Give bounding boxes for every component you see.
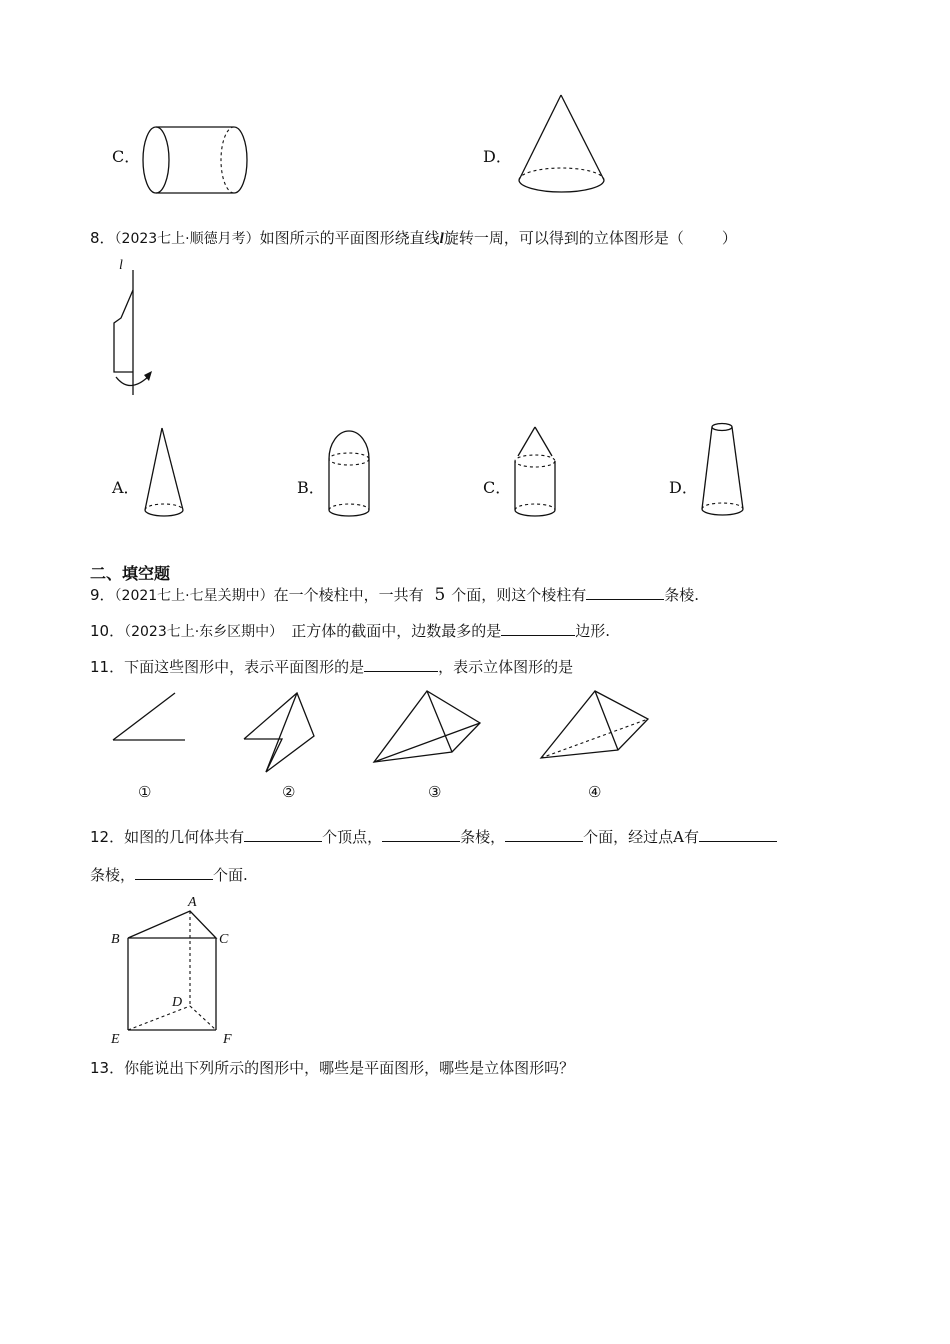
section-heading: 二、填空题 bbox=[90, 564, 171, 583]
q9-source: （2021七上·七星关期中） bbox=[114, 588, 274, 604]
point-c-label: C bbox=[219, 932, 229, 947]
q9-num: 5 bbox=[434, 585, 446, 605]
q8-stem-end: ） bbox=[721, 229, 737, 247]
option-d-label: D． bbox=[483, 147, 512, 166]
option-c-label: C． bbox=[112, 147, 141, 166]
question-10 bbox=[90, 621, 610, 642]
question-12 bbox=[90, 827, 777, 847]
point-a-label: A bbox=[188, 895, 197, 910]
q11-label-1: ① bbox=[138, 783, 152, 801]
q12-text-d: 个面，经过点A有 bbox=[583, 828, 699, 846]
q11-number: 11． bbox=[90, 658, 125, 676]
q12-blank-edges-at-a[interactable] bbox=[699, 827, 777, 842]
q12-line2-a: 条棱， bbox=[90, 866, 136, 884]
q8-var-l: l bbox=[439, 231, 444, 247]
q8-option-a-label: A． bbox=[112, 478, 140, 497]
q9-answer-blank[interactable] bbox=[586, 585, 664, 600]
point-d-label: D bbox=[172, 995, 183, 1010]
q9-number: 9． bbox=[90, 586, 115, 604]
q11-answer-blank[interactable] bbox=[364, 657, 438, 672]
q12-line2-b: 个面. bbox=[213, 866, 248, 884]
q10-source: （2023七上·东乡区期中） bbox=[124, 624, 284, 640]
q8-option-c-label: C． bbox=[483, 478, 512, 497]
q9-text-a: 在一个棱柱中，一共有 bbox=[273, 586, 424, 604]
q8-stem-a: 如图所示的平面图形绕直线 bbox=[259, 229, 440, 247]
q8-option-a-figure bbox=[140, 425, 190, 525]
question-13 bbox=[90, 1058, 574, 1078]
q9-text-b: 个面，则这个棱柱有 bbox=[451, 586, 587, 604]
question-12-line-2 bbox=[90, 865, 248, 885]
point-f-label: F bbox=[223, 1032, 232, 1047]
q12-blank-faces-at-a[interactable] bbox=[135, 865, 213, 880]
q10-number: 10． bbox=[90, 622, 125, 640]
q11-figure-1 bbox=[110, 690, 190, 745]
cylinder-figure bbox=[138, 122, 253, 198]
q11-figure-4 bbox=[537, 688, 652, 768]
q8-option-b-figure bbox=[325, 425, 375, 525]
q12-text-b: 个顶点， bbox=[322, 828, 383, 846]
q8-option-d-label: D． bbox=[669, 478, 698, 497]
q8-option-c-figure bbox=[510, 423, 562, 523]
q11-figure-2 bbox=[240, 688, 320, 778]
q8-source: （2023七上·顺德月考） bbox=[114, 231, 260, 247]
q10-text-a: 正方体的截面中，边数最多的是 bbox=[291, 622, 502, 640]
q8-option-b-label: B． bbox=[297, 478, 325, 497]
point-e-label: E bbox=[111, 1032, 120, 1047]
cone-figure bbox=[512, 90, 612, 200]
q12-text-c: 条棱， bbox=[460, 828, 506, 846]
q11-figure-3 bbox=[370, 688, 485, 768]
q13-number: 13． bbox=[90, 1059, 125, 1077]
q11-text-a: 下面这些图形中，表示平面图形的是 bbox=[124, 658, 365, 676]
q8-option-d-figure bbox=[696, 420, 750, 522]
q11-label-4: ④ bbox=[588, 783, 602, 801]
q10-answer-blank[interactable] bbox=[501, 621, 575, 636]
prism-figure bbox=[105, 890, 245, 1050]
q12-text-a: 如图的几何体共有 bbox=[124, 828, 245, 846]
axis-label-l: l bbox=[119, 258, 123, 273]
q13-text: 你能说出下列所示的图形中，哪些是平面图形，哪些是立体图形吗？ bbox=[124, 1059, 575, 1077]
q12-number: 12． bbox=[90, 828, 125, 846]
question-11 bbox=[90, 657, 573, 677]
q9-text-c: 条棱. bbox=[664, 586, 700, 604]
q8-number: 8． bbox=[90, 229, 115, 247]
question-9 bbox=[90, 585, 699, 606]
q11-label-3: ③ bbox=[428, 783, 442, 801]
q12-blank-vertices[interactable] bbox=[244, 827, 322, 842]
q12-blank-faces[interactable] bbox=[505, 827, 583, 842]
q10-text-b: 边形. bbox=[575, 622, 610, 640]
q11-label-2: ② bbox=[282, 783, 296, 801]
q8-stem-b: 旋转一周，可以得到的立体图形是（ bbox=[443, 229, 684, 247]
q11-text-b: ，表示立体图形的是 bbox=[438, 658, 574, 676]
rotation-figure bbox=[100, 255, 170, 400]
point-b-label: B bbox=[111, 932, 120, 947]
q12-blank-edges[interactable] bbox=[382, 827, 460, 842]
question-8 bbox=[90, 228, 737, 249]
